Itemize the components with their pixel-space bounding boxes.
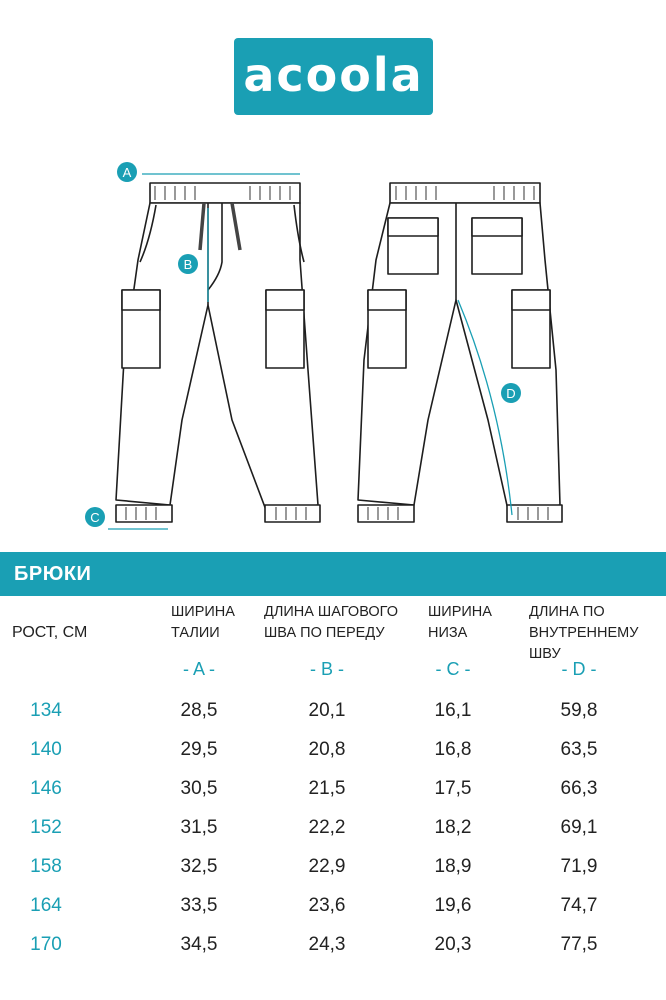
brand-logo [234, 38, 433, 115]
table-row [0, 817, 666, 847]
cell-a: 30,5 [180, 778, 218, 799]
cell-a: 29,5 [180, 739, 218, 760]
cell-c: 19,6 [434, 895, 472, 916]
table-row [0, 895, 666, 925]
column-letter-d: - D - [561, 659, 597, 679]
column-letter-c: - C - [435, 659, 471, 679]
cell-b: 22,9 [308, 856, 346, 877]
marker-c-label: C [90, 510, 100, 525]
height-column-header: РОСТ, СМ [12, 624, 88, 641]
section-title: БРЮКИ [14, 563, 92, 585]
table-row [0, 934, 666, 964]
column-header-a: ШИРИНА ТАЛИИ [171, 604, 235, 641]
table-row [0, 856, 666, 886]
column-header-b: ДЛИНА ШАГОВОГО ШВА ПО ПЕРЕДУ [264, 604, 398, 641]
cell-c: 18,9 [434, 856, 472, 877]
marker-a-label: A [122, 165, 132, 180]
cell-a: 31,5 [180, 817, 218, 838]
column-letter-a: - A - [182, 659, 215, 679]
row-height: 146 [30, 778, 62, 799]
row-height: 134 [30, 700, 62, 721]
marker-b-label: B [183, 257, 193, 272]
column-header-d: ДЛИНА ПО ВНУТРЕННЕМУ ШВУ [529, 604, 639, 662]
row-height: 152 [30, 817, 62, 838]
cell-a: 34,5 [180, 934, 218, 955]
cell-a: 33,5 [180, 895, 218, 916]
marker-b [178, 254, 198, 274]
marker-c [85, 507, 105, 527]
pants-back-view [358, 183, 562, 522]
cell-d: 74,7 [560, 895, 598, 916]
pants-front-view [116, 183, 320, 522]
cell-d: 71,9 [560, 856, 598, 877]
cell-c: 16,1 [434, 700, 472, 721]
marker-d-label: D [506, 386, 516, 401]
cell-d: 77,5 [560, 934, 598, 955]
cell-d: 59,8 [560, 700, 598, 721]
cell-b: 20,1 [308, 700, 346, 721]
table-row [0, 739, 666, 769]
cell-c: 17,5 [434, 778, 472, 799]
cell-b: 21,5 [308, 778, 346, 799]
section-header [0, 552, 666, 596]
cell-d: 63,5 [560, 739, 598, 760]
row-height: 164 [30, 895, 62, 916]
cell-d: 69,1 [560, 817, 598, 838]
cell-b: 24,3 [308, 934, 346, 955]
cell-a: 28,5 [180, 700, 218, 721]
row-height: 158 [30, 856, 62, 877]
row-height: 170 [30, 934, 62, 955]
cell-c: 16,8 [434, 739, 472, 760]
cell-a: 32,5 [180, 856, 218, 877]
table-row [0, 778, 666, 808]
table-row [0, 700, 666, 730]
cell-d: 66,3 [560, 778, 598, 799]
marker-d [501, 383, 521, 403]
cell-c: 18,2 [434, 817, 472, 838]
cell-b: 23,6 [308, 895, 346, 916]
brand-logo-text: acoola [243, 48, 424, 102]
cell-c: 20,3 [434, 934, 472, 955]
column-letter-b: - B - [310, 659, 344, 679]
row-height: 140 [30, 739, 62, 760]
marker-a [117, 162, 137, 182]
cell-b: 20,8 [308, 739, 346, 760]
pants-diagram [0, 140, 666, 550]
cell-b: 22,2 [308, 817, 346, 838]
column-header-c: ШИРИНА НИЗА [428, 604, 492, 641]
